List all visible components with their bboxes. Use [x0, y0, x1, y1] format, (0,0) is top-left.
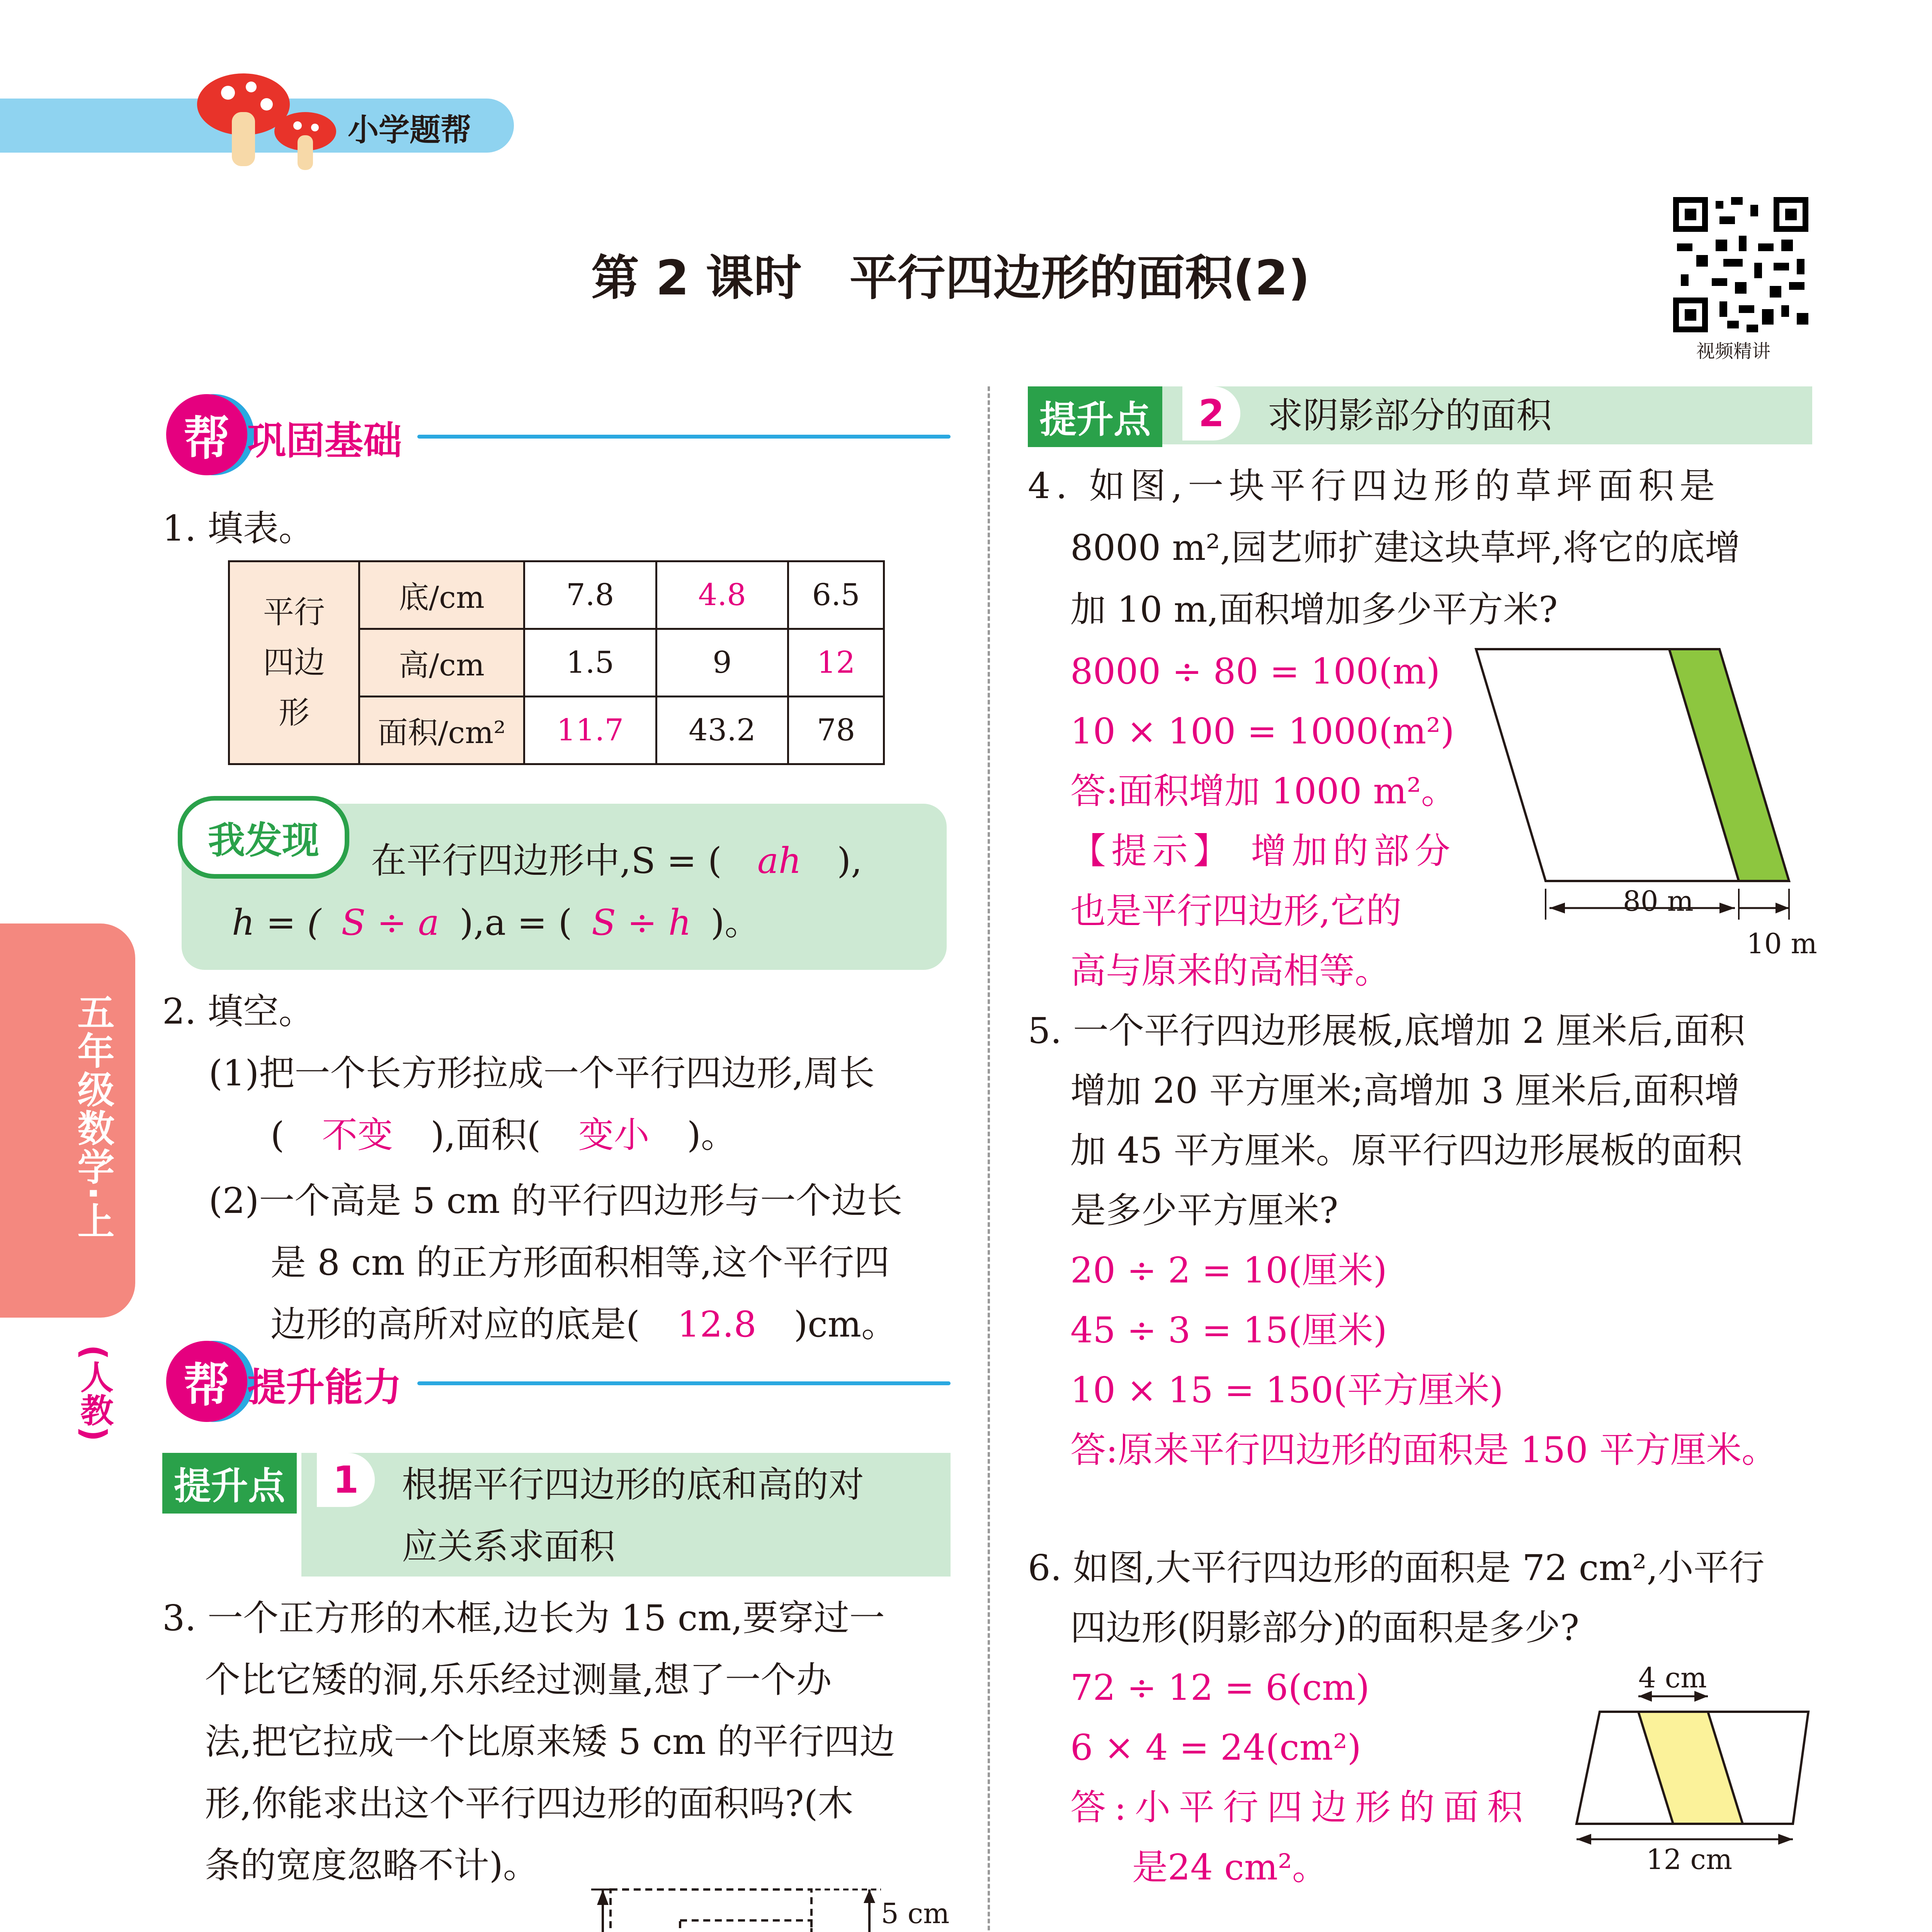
page-title: 第 2 课时 平行四边形的面积(2) — [591, 250, 1310, 306]
q4-answer: 8000 ÷ 80 = 100(m) — [1070, 651, 1440, 692]
q4-answer: 答:面积增加 1000 m²。 — [1070, 770, 1457, 812]
tip1-text-line2: 应关系求面积 — [402, 1526, 616, 1567]
discover-line1: 在平行四边形中,S = ( ah ), — [371, 840, 862, 881]
tip2-tag: 提升点 — [1028, 386, 1162, 447]
q1-label-area: 面积/cm² — [359, 697, 524, 764]
q6-answer: 答:小平行四边形的面积 — [1070, 1787, 1531, 1828]
tip2-num: 2 — [1182, 386, 1240, 440]
q5-answer: 10 × 15 = 150(平方厘米) — [1070, 1369, 1503, 1411]
q5-line: 加 45 平方厘米。原平行四边形展板的面积 — [1070, 1130, 1743, 1171]
section-advance-title: 提升能力 — [247, 1365, 402, 1410]
q1-stem: 1. 填表。 — [162, 508, 315, 549]
q1-cell: 9 — [656, 629, 788, 697]
brand-label: 小学题帮 — [348, 112, 471, 148]
mushroom-icon — [193, 70, 340, 179]
side-tab-edition: (人教) — [75, 1345, 113, 1442]
q3-line: 法,把它拉成一个比原来矮 5 cm 的平行四边 — [205, 1721, 895, 1762]
q6-line: 6. 如图,大平行四边形的面积是 72 cm²,小平行 — [1028, 1547, 1765, 1588]
q1-label-base: 底/cm — [359, 561, 524, 629]
q6-label-12: 12 cm — [1646, 1843, 1733, 1876]
q5-line: 是多少平方厘米? — [1070, 1190, 1338, 1231]
q1-table — [228, 560, 885, 765]
q6-answer: 72 ÷ 12 = 6(cm) — [1070, 1667, 1370, 1708]
discover-line2: h = ( S ÷ a ),a = ( S ÷ h )。 — [232, 902, 760, 943]
q4-hint: 高与原来的高相等。 — [1070, 950, 1391, 992]
q2-p2-line1: (2)一个高是 5 cm 的平行四边形与一个边长 — [209, 1180, 903, 1221]
q6-answer: 是24 cm²。 — [1132, 1847, 1328, 1888]
q1-cell-answer: 11.7 — [524, 697, 656, 764]
q4-line: 加 10 m,面积增加多少平方米? — [1070, 589, 1558, 630]
q5-answer: 答:原来平行四边形的面积是 150 平方厘米。 — [1070, 1429, 1777, 1471]
q1-cell-answer: 12 — [788, 629, 884, 697]
q4-line: 8000 m²,园艺师扩建这块草坪,将它的底增 — [1070, 527, 1740, 568]
tip1-tag: 提升点 — [162, 1453, 297, 1514]
qr-caption: 视频精讲 — [1696, 340, 1771, 362]
discover-badge: 我发现 — [178, 796, 349, 879]
q4-hint: 【提示】 增加的部分 — [1070, 830, 1456, 872]
q1-cell-answer: 4.8 — [656, 561, 788, 629]
q2-p1-line2: ( 不变 ),面积( 变小 )。 — [270, 1114, 736, 1156]
q3-line: 形,你能求出这个平行四边形的面积吗?(木 — [205, 1783, 854, 1824]
q5-answer: 45 ÷ 3 = 15(厘米) — [1070, 1310, 1387, 1351]
q2-p1-line1: (1)把一个长方形拉成一个平行四边形,周长 — [209, 1053, 875, 1094]
section-basic-title: 巩固基础 — [247, 418, 402, 463]
q5-line: 5. 一个平行四边形展板,底增加 2 厘米后,面积 — [1028, 1010, 1745, 1051]
bang-badge: 帮 — [166, 1341, 247, 1422]
q6-line: 四边形(阴影部分)的面积是多少? — [1070, 1607, 1580, 1648]
q2-p2-line2: 是 8 cm 的正方形面积相等,这个平行四 — [270, 1242, 890, 1283]
qr-code-icon[interactable] — [1669, 193, 1812, 336]
tip2-text: 求阴影部分的面积 — [1267, 395, 1552, 436]
section-advance-line — [417, 1381, 951, 1385]
q3-line: 条的宽度忽略不计)。 — [205, 1845, 539, 1886]
section-basic-line — [417, 435, 951, 439]
tip1-text-line1: 根据平行四边形的底和高的对 — [402, 1464, 864, 1505]
q4-hint: 也是平行四边形,它的 — [1070, 890, 1402, 932]
side-tab-grade: 五年级数学·上 — [71, 993, 115, 1241]
q6-label-4: 4 cm — [1638, 1662, 1707, 1694]
q1-cell: 1.5 — [524, 629, 656, 697]
q2-stem: 2. 填空。 — [162, 991, 315, 1032]
q1-cell: 43.2 — [656, 697, 788, 764]
tip1-num: 1 — [317, 1453, 375, 1507]
q1-row-header: 平行 四边 形 — [229, 561, 359, 764]
q3-line: 3. 一个正方形的木框,边长为 15 cm,要穿过一 — [162, 1597, 885, 1639]
q6-answer: 6 × 4 = 24(cm²) — [1070, 1727, 1361, 1768]
q1-cell: 7.8 — [524, 561, 656, 629]
q4-label-10: 10 m — [1747, 927, 1817, 960]
q4-answer: 10 × 100 = 1000(m²) — [1070, 711, 1454, 752]
q4-label-80: 80 m — [1623, 885, 1694, 917]
q5-answer: 20 ÷ 2 = 10(厘米) — [1070, 1250, 1387, 1291]
q1-cell: 6.5 — [788, 561, 884, 629]
bang-badge: 帮 — [166, 394, 247, 475]
q1-cell: 78 — [788, 697, 884, 764]
q2-p2-line3: 边形的高所对应的底是( 12.8 )cm。 — [270, 1304, 897, 1345]
q3-line: 个比它矮的洞,乐乐经过测量,想了一个办 — [205, 1659, 832, 1701]
q4-line: 4. 如图,一块平行四边形的草坪面积是 — [1028, 465, 1721, 507]
q3-label-5: 5 cm — [881, 1897, 950, 1930]
q5-line: 增加 20 平方厘米;高增加 3 厘米后,面积增 — [1070, 1070, 1740, 1111]
q1-label-height: 高/cm — [359, 629, 524, 697]
q6-figure — [1569, 1669, 1832, 1847]
column-divider — [988, 386, 990, 1932]
